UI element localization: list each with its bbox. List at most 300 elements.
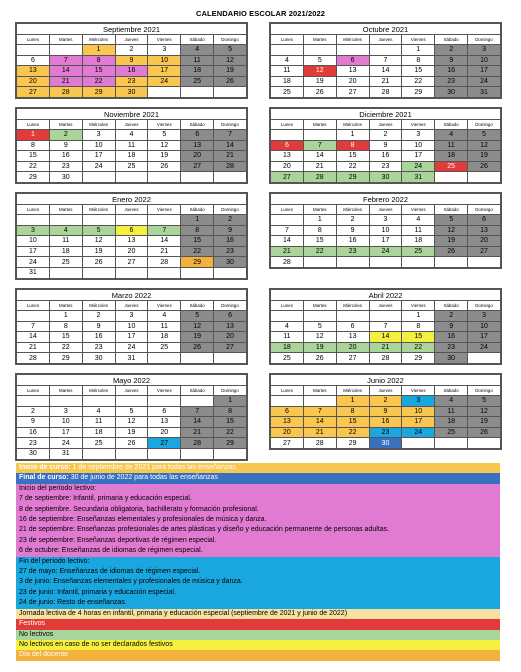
legend-item	[16, 640, 500, 650]
day-cell: 23	[435, 76, 468, 87]
day-cell: 26	[148, 161, 181, 172]
day-cell	[214, 448, 247, 459]
day-cell: 24	[402, 161, 435, 172]
day-cell: 18	[148, 332, 181, 343]
day-cell	[17, 215, 50, 226]
day-cell: 27	[336, 87, 369, 98]
weekday-label: Jueves	[115, 120, 148, 130]
day-cell: 23	[336, 246, 369, 257]
day-cell	[181, 353, 214, 364]
day-cell: 24	[148, 76, 181, 87]
weekday-label: Jueves	[369, 120, 402, 130]
day-cell	[82, 215, 115, 226]
day-cell: 21	[303, 161, 336, 172]
day-cell	[49, 396, 82, 407]
legend-item-text: 8 de septiembre. Secundaria obligatoria, bachillerato y formación profesional.	[19, 505, 259, 513]
day-cell: 23	[17, 438, 50, 449]
day-cell: 17	[468, 66, 501, 77]
day-cell: 26	[82, 257, 115, 268]
day-cell: 6	[271, 406, 304, 417]
day-cell: 30	[82, 353, 115, 364]
day-cell: 28	[303, 438, 336, 449]
day-cell: 11	[271, 332, 304, 343]
day-cell: 8	[49, 321, 82, 332]
weekday-label: Viernes	[148, 205, 181, 215]
day-cell: 6	[17, 55, 50, 66]
day-cell: 20	[214, 332, 247, 343]
weekday-label: Martes	[303, 205, 336, 215]
day-cell: 6	[468, 215, 501, 226]
day-cell: 29	[17, 172, 50, 183]
month-calendar	[15, 107, 248, 184]
day-cell	[115, 448, 148, 459]
day-cell: 17	[17, 246, 50, 257]
day-cell: 11	[435, 406, 468, 417]
weekday-label: Miércoles	[82, 120, 115, 130]
legend-item-heading: Final de curso:	[19, 474, 69, 482]
day-cell: 28	[271, 257, 304, 268]
day-cell: 28	[369, 87, 402, 98]
day-cell: 4	[435, 130, 468, 141]
day-cell: 1	[181, 215, 214, 226]
day-cell: 1	[336, 396, 369, 407]
day-cell: 10	[17, 236, 50, 247]
day-cell	[148, 172, 181, 183]
day-cell: 28	[369, 353, 402, 364]
legend-item-text: 21 de septiembre: Enseñanzas profesionales de artes plásticas y diseño y educación permanente de personas adultas.	[19, 526, 390, 534]
legend	[16, 463, 500, 661]
weekday-label: Jueves	[369, 35, 402, 45]
day-cell: 29	[49, 353, 82, 364]
day-cell: 1	[17, 130, 50, 141]
day-cell	[148, 396, 181, 407]
legend-item-text: 3 de junio: Enseñanzas elementales y profesionales de música y danza.	[19, 578, 243, 586]
day-cell: 5	[303, 55, 336, 66]
legend-item	[16, 619, 500, 629]
day-cell: 26	[468, 161, 501, 172]
day-cell: 9	[82, 321, 115, 332]
weekday-label: Jueves	[115, 205, 148, 215]
day-cell: 8	[82, 55, 115, 66]
day-cell	[336, 45, 369, 56]
weekday-label: Jueves	[115, 301, 148, 311]
day-cell: 6	[115, 225, 148, 236]
day-cell: 10	[468, 55, 501, 66]
day-cell: 6	[336, 55, 369, 66]
weekday-label: Domingo	[214, 205, 247, 215]
day-cell: 22	[336, 161, 369, 172]
day-cell: 2	[82, 311, 115, 322]
day-cell: 13	[115, 236, 148, 247]
day-cell: 16	[435, 66, 468, 77]
day-cell	[115, 267, 148, 278]
day-cell: 12	[181, 321, 214, 332]
day-cell: 9	[369, 140, 402, 151]
legend-item-text: 23 de junio: Infantil, primaria y educación especial.	[19, 588, 176, 596]
day-cell	[181, 267, 214, 278]
day-cell	[435, 257, 468, 268]
weekday-label: Sábado	[435, 120, 468, 130]
day-cell: 17	[49, 427, 82, 438]
weekday-label: Miércoles	[82, 205, 115, 215]
legend-item	[16, 463, 500, 473]
day-cell: 2	[435, 45, 468, 56]
day-cell: 26	[468, 427, 501, 438]
day-cell: 19	[214, 66, 247, 77]
day-cell: 25	[82, 438, 115, 449]
weekday-label: Domingo	[214, 386, 247, 396]
weekday-label: Jueves	[115, 386, 148, 396]
day-cell: 27	[336, 353, 369, 364]
day-cell: 20	[468, 236, 501, 247]
day-cell: 28	[214, 161, 247, 172]
weekday-label: Domingo	[468, 205, 501, 215]
month-name: Abril 2022	[271, 290, 501, 301]
legend-item-text: 16 de septiembre: Enseñanzas elementales y profesionales de música y danza.	[19, 516, 267, 524]
day-cell: 14	[271, 236, 304, 247]
weekday-label: Lunes	[271, 120, 304, 130]
weekday-label: Martes	[49, 301, 82, 311]
day-cell: 23	[115, 76, 148, 87]
day-cell: 15	[303, 236, 336, 247]
day-cell: 21	[214, 151, 247, 162]
day-cell	[148, 353, 181, 364]
day-cell	[181, 448, 214, 459]
day-cell	[82, 267, 115, 278]
day-cell	[271, 45, 304, 56]
day-cell: 5	[303, 321, 336, 332]
month-name: Noviembre 2021	[17, 109, 247, 120]
weekday-label: Lunes	[17, 120, 50, 130]
day-cell	[148, 448, 181, 459]
weekday-label: Sábado	[181, 35, 214, 45]
day-cell: 10	[402, 406, 435, 417]
legend-item-text: Inicio del período lectivo:	[19, 484, 97, 492]
weekday-label: Miércoles	[82, 301, 115, 311]
legend-item-text: Jornada lectiva de 4 horas en infantil, primaria y educación especial (septiembre de 2021 y junio de 2022)	[19, 609, 348, 617]
day-cell: 21	[49, 76, 82, 87]
legend-item	[16, 536, 500, 546]
month-name: Febrero 2022	[271, 194, 501, 205]
day-cell: 19	[303, 342, 336, 353]
day-cell: 4	[115, 130, 148, 141]
weekday-label: Domingo	[468, 35, 501, 45]
day-cell: 21	[369, 342, 402, 353]
month-calendar	[269, 373, 502, 450]
day-cell	[435, 438, 468, 449]
day-cell: 7	[369, 321, 402, 332]
legend-item	[16, 505, 500, 515]
day-cell: 6	[214, 311, 247, 322]
day-cell: 31	[17, 267, 50, 278]
day-cell: 14	[49, 66, 82, 77]
legend-item	[16, 609, 500, 619]
weekday-label: Miércoles	[336, 205, 369, 215]
day-cell: 18	[49, 246, 82, 257]
day-cell: 31	[115, 353, 148, 364]
month-calendar	[269, 22, 502, 99]
month-calendar	[269, 107, 502, 184]
day-cell	[402, 257, 435, 268]
day-cell	[214, 267, 247, 278]
day-cell: 29	[336, 438, 369, 449]
day-cell: 23	[369, 161, 402, 172]
day-cell	[303, 311, 336, 322]
weekday-label: Domingo	[214, 35, 247, 45]
day-cell: 4	[181, 45, 214, 56]
day-cell: 26	[303, 87, 336, 98]
day-cell	[468, 257, 501, 268]
day-cell	[369, 311, 402, 322]
day-cell: 7	[303, 406, 336, 417]
day-cell: 25	[49, 257, 82, 268]
day-cell: 27	[17, 87, 50, 98]
day-cell: 4	[435, 396, 468, 407]
legend-item-text: Fin del período lectivo:	[19, 557, 90, 565]
day-cell: 5	[148, 130, 181, 141]
day-cell: 13	[336, 66, 369, 77]
day-cell: 20	[336, 342, 369, 353]
day-cell: 10	[82, 140, 115, 151]
weekday-label: Jueves	[369, 386, 402, 396]
weekday-label: Sábado	[435, 301, 468, 311]
day-cell: 2	[17, 406, 50, 417]
day-cell: 3	[17, 225, 50, 236]
day-cell: 30	[369, 172, 402, 183]
day-cell: 14	[148, 236, 181, 247]
day-cell: 12	[435, 225, 468, 236]
day-cell	[271, 130, 304, 141]
day-cell: 14	[17, 332, 50, 343]
day-cell: 11	[82, 417, 115, 428]
month-calendar	[15, 192, 248, 280]
weekday-label: Sábado	[181, 386, 214, 396]
weekday-label: Jueves	[369, 301, 402, 311]
day-cell: 16	[435, 332, 468, 343]
legend-item	[16, 650, 500, 660]
day-cell: 8	[214, 406, 247, 417]
legend-item-text: 6 de octubre: Enseñanzas de idiomas de régimen especial.	[19, 547, 203, 555]
day-cell: 16	[17, 427, 50, 438]
day-cell: 5	[214, 45, 247, 56]
day-cell	[303, 130, 336, 141]
day-cell: 5	[181, 311, 214, 322]
day-cell: 7	[17, 321, 50, 332]
day-cell: 6	[181, 130, 214, 141]
legend-item-heading: Inicio de curso:	[19, 464, 71, 471]
day-cell: 10	[468, 321, 501, 332]
weekday-label: Viernes	[402, 35, 435, 45]
day-cell: 13	[271, 417, 304, 428]
day-cell	[115, 172, 148, 183]
weekday-label: Viernes	[402, 301, 435, 311]
month-name: Septiembre 2021	[17, 24, 247, 35]
day-cell: 13	[17, 66, 50, 77]
day-cell	[271, 215, 304, 226]
day-cell: 24	[369, 246, 402, 257]
weekday-label: Miércoles	[336, 386, 369, 396]
day-cell	[369, 45, 402, 56]
legend-item-text: 24 de junio: Resto de enseñanzas	[19, 599, 125, 607]
day-cell: 29	[214, 438, 247, 449]
document-title: CALENDARIO ESCOLAR 2021/2022	[195, 9, 326, 18]
day-cell: 10	[49, 417, 82, 428]
day-cell	[49, 215, 82, 226]
day-cell: 18	[402, 236, 435, 247]
day-cell: 14	[303, 151, 336, 162]
day-cell: 19	[468, 417, 501, 428]
day-cell: 30	[115, 87, 148, 98]
day-cell: 3	[148, 45, 181, 56]
day-cell: 7	[271, 225, 304, 236]
day-cell: 1	[82, 45, 115, 56]
day-cell	[17, 311, 50, 322]
day-cell: 18	[271, 76, 304, 87]
weekday-label: Domingo	[214, 120, 247, 130]
weekday-label: Martes	[303, 301, 336, 311]
weekday-label: Jueves	[115, 35, 148, 45]
day-cell: 5	[468, 396, 501, 407]
weekday-label: Sábado	[181, 120, 214, 130]
month-name: Marzo 2022	[17, 290, 247, 301]
day-cell: 9	[17, 417, 50, 428]
day-cell: 30	[369, 438, 402, 449]
day-cell	[17, 396, 50, 407]
day-cell: 22	[402, 76, 435, 87]
day-cell: 24	[82, 161, 115, 172]
day-cell: 11	[271, 66, 304, 77]
month-name: Junio 2022	[271, 375, 501, 386]
day-cell	[148, 87, 181, 98]
day-cell: 18	[115, 151, 148, 162]
day-cell: 3	[82, 130, 115, 141]
day-cell: 20	[271, 427, 304, 438]
weekday-label: Jueves	[369, 205, 402, 215]
day-cell: 16	[82, 332, 115, 343]
day-cell	[181, 87, 214, 98]
day-cell: 25	[148, 342, 181, 353]
day-cell: 7	[214, 130, 247, 141]
day-cell: 22	[82, 76, 115, 87]
day-cell: 22	[336, 427, 369, 438]
day-cell: 29	[402, 353, 435, 364]
weekday-label: Martes	[303, 120, 336, 130]
day-cell	[303, 396, 336, 407]
day-cell	[271, 396, 304, 407]
legend-item-text: Día del docente	[19, 651, 69, 659]
day-cell: 27	[115, 257, 148, 268]
day-cell	[49, 267, 82, 278]
legend-item-text: No lectivos	[19, 630, 54, 638]
month-name: Enero 2022	[17, 194, 247, 205]
day-cell: 10	[148, 55, 181, 66]
day-cell	[17, 45, 50, 56]
day-cell: 28	[148, 257, 181, 268]
day-cell: 15	[181, 236, 214, 247]
weekday-label: Lunes	[17, 35, 50, 45]
day-cell: 27	[271, 438, 304, 449]
day-cell: 17	[468, 332, 501, 343]
legend-item	[16, 494, 500, 504]
weekday-label: Sábado	[181, 205, 214, 215]
day-cell: 31	[49, 448, 82, 459]
day-cell	[336, 311, 369, 322]
day-cell: 25	[435, 161, 468, 172]
day-cell: 15	[402, 66, 435, 77]
day-cell: 8	[336, 406, 369, 417]
legend-item	[16, 577, 500, 587]
day-cell: 20	[181, 151, 214, 162]
day-cell: 20	[336, 76, 369, 87]
day-cell: 1	[402, 311, 435, 322]
day-cell: 7	[181, 406, 214, 417]
legend-item	[16, 557, 500, 567]
day-cell: 11	[181, 55, 214, 66]
day-cell: 13	[468, 225, 501, 236]
day-cell: 3	[402, 130, 435, 141]
day-cell: 11	[148, 321, 181, 332]
day-cell	[82, 172, 115, 183]
day-cell: 18	[181, 66, 214, 77]
day-cell: 22	[402, 342, 435, 353]
month-name: Diciembre 2021	[271, 109, 501, 120]
day-cell: 7	[49, 55, 82, 66]
weekday-label: Domingo	[468, 386, 501, 396]
legend-item-text: 1 de septiembre de 2021 para todas las enseñanzas.	[70, 464, 238, 471]
day-cell: 14	[369, 66, 402, 77]
day-cell: 16	[49, 151, 82, 162]
day-cell: 6	[148, 406, 181, 417]
day-cell: 24	[468, 76, 501, 87]
legend-item	[16, 567, 500, 577]
day-cell: 17	[82, 151, 115, 162]
weekday-label: Sábado	[435, 35, 468, 45]
day-cell: 24	[49, 438, 82, 449]
day-cell: 16	[336, 236, 369, 247]
day-cell: 27	[271, 172, 304, 183]
weekday-label: Miércoles	[82, 35, 115, 45]
day-cell: 15	[336, 417, 369, 428]
day-cell: 12	[468, 406, 501, 417]
day-cell: 2	[336, 215, 369, 226]
day-cell: 31	[402, 172, 435, 183]
day-cell: 14	[181, 417, 214, 428]
month-calendar	[15, 373, 248, 461]
day-cell: 23	[82, 342, 115, 353]
day-cell: 28	[17, 353, 50, 364]
day-cell: 29	[402, 87, 435, 98]
day-cell: 21	[369, 76, 402, 87]
day-cell: 7	[148, 225, 181, 236]
weekday-label: Martes	[49, 386, 82, 396]
weekday-label: Domingo	[468, 120, 501, 130]
day-cell: 3	[468, 45, 501, 56]
weekday-label: Lunes	[271, 205, 304, 215]
day-cell: 31	[468, 87, 501, 98]
day-cell: 16	[369, 151, 402, 162]
day-cell: 22	[303, 246, 336, 257]
day-cell: 11	[402, 225, 435, 236]
day-cell	[82, 396, 115, 407]
month-name: Mayo 2022	[17, 375, 247, 386]
weekday-label: Viernes	[148, 120, 181, 130]
day-cell: 30	[17, 448, 50, 459]
day-cell: 30	[435, 87, 468, 98]
legend-item-text: No lectivos en caso de no ser declarados festivos	[19, 640, 173, 648]
day-cell	[214, 172, 247, 183]
day-cell: 9	[115, 55, 148, 66]
day-cell: 26	[303, 353, 336, 364]
